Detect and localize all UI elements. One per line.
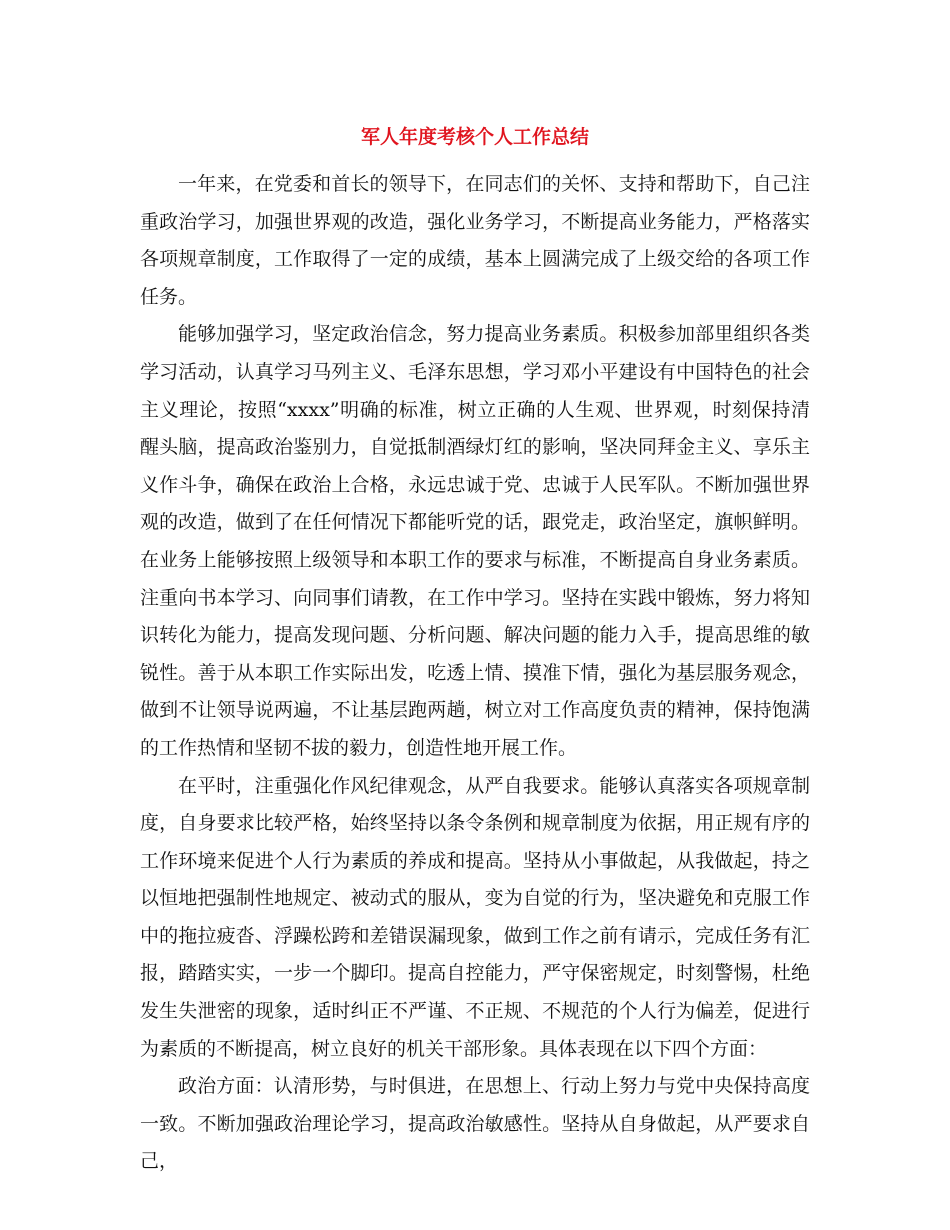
paragraph-discipline: 在平时，注重强化作风纪律观念，从严自我要求。能够认真落实各项规章制度，自身要求比较严格，始终坚持以条令条例和规章制度为依据，用正规有序的工作环境来促进个人行为素质的养成和提高。坚持从小事做起，从我做起，持之以恒地把强制性地规定、被动式的服从，变为自觉的行为，坚决避免和克服工作中的拖拉疲沓、浮躁松跨和差错误漏现象，做到工作之前有请示，完成任务有汇报，踏踏实实，一步一个脚印。提高自控能力，严守保密规定，时刻警惕，杜绝发生失泄密的现象，适时纠正不严谨、不正规、不规范的个人行为偏差，促进行为素质的不断提高，树立良好的机关干部形象。具体表现在以下四个方面： (140, 774, 810, 1060)
paragraph-intro: 一年来，在党委和首长的领导下，在同志们的关怀、支持和帮助下，自己注重政治学习，加强世界观的改造，强化业务学习，不断提高业务能力，严格落实各项规章制度，工作取得了一定的成绩，基本上圆满完成了上级交给的各项工作任务。 (140, 173, 810, 308)
paragraph-study: 能够加强学习，坚定政治信念，努力提高业务素质。积极参加部里组织各类学习活动，认真学习马列主义、毛泽东思想，学习邓小平建设有中国特色的社会主义理论，按照“xxxx”明确的标准，树立正确的人生观、世界观，时刻保持清醒头脑，提高政治鉴别力，自觉抵制酒绿灯红的影响，坚决同拜金主义、享乐主义作斗争，确保在政治上合格，永远忠诚于党、忠诚于人民军队。不断加强世界观的改造，做到了在任何情况下都能听党的话，跟党走，政治坚定，旗帜鲜明。在业务上能够按照上级领导和本职工作的要求与标准，不断提高自身业务素质。注重向书本学习、向同事们请教，在工作中学习。坚持在实践中锻炼，努力将知识转化为能力，提高发现问题、分析问题、解决问题的能力入手，提高思维的敏锐性。善于从本职工作实际出发，吃透上情、摸准下情，强化为基层服务观念，做到不让领导说两遍，不让基层跑两趟，树立对工作高度负责的精神，保持饱满的工作热情和坚韧不拔的毅力，创造性地开展工作。 (140, 323, 810, 759)
document-body (140, 166, 810, 1181)
document-title: 军人年度考核个人工作总结 (360, 126, 589, 148)
paragraph-politics: 政治方面：认清形势，与时俱进，在思想上、行动上努力与党中央保持高度一致。不断加强政治理论学习，提高政治敏感性。坚持从自身做起，从严要求自己， (140, 1075, 810, 1173)
